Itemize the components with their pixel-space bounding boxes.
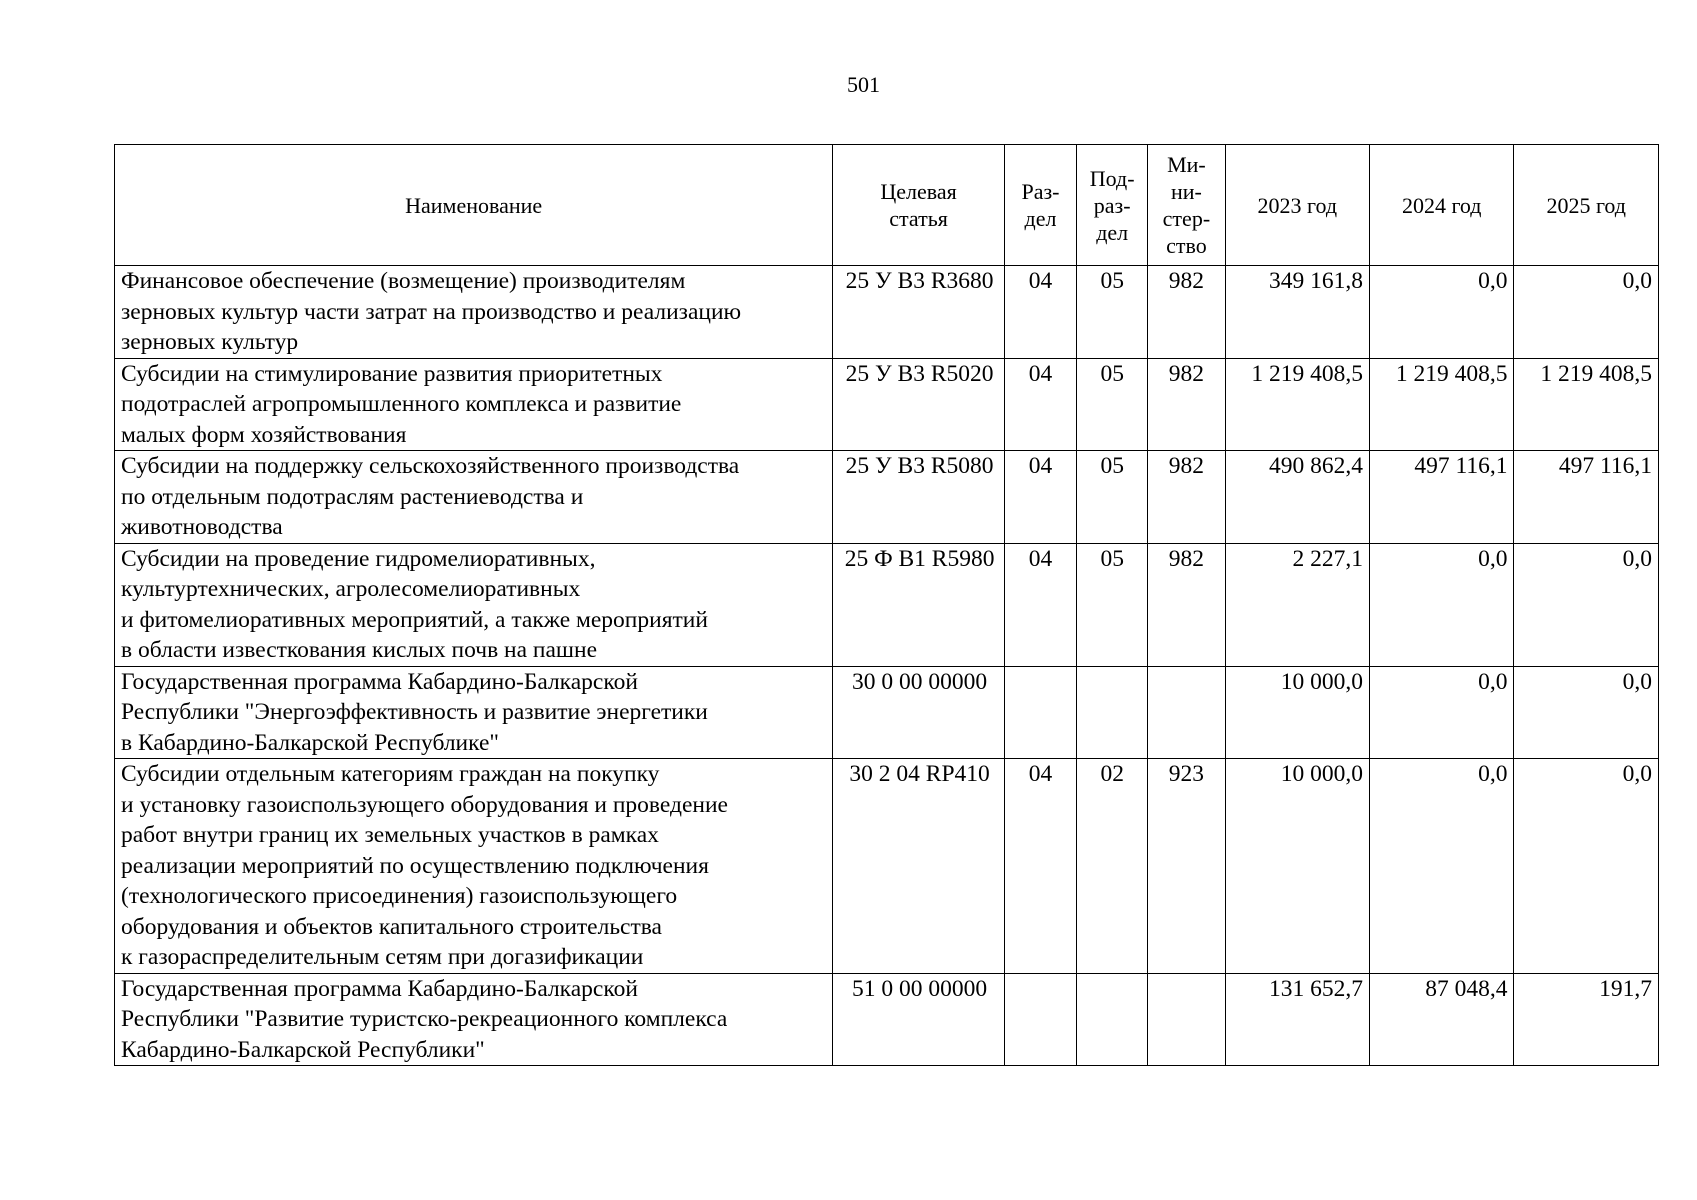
row-ministry — [1148, 973, 1225, 1066]
row-section: 04 — [1004, 266, 1076, 359]
row-amount-2024: 1 219 408,5 — [1370, 358, 1514, 451]
header-name: Наименование — [115, 145, 833, 266]
row-section — [1004, 973, 1076, 1066]
table-row — [115, 543, 1659, 666]
header-year-2025: 2025 год — [1514, 145, 1659, 266]
row-name: Государственная программа Кабардино-Балкарской Республики "Энергоэффективность и развитие энергетики в Кабардино-Балкарской Республике" — [115, 666, 833, 759]
row-name: Субсидии на проведение гидромелиоративных, культуртехнических, агролесомелиоративных и фитомелиоративных мероприятий, а также мероприятий в области известкования кислых почв на пашне — [115, 543, 833, 666]
header-section: Раз- дел — [1004, 145, 1076, 266]
row-ministry: 982 — [1148, 543, 1225, 666]
row-subsection: 02 — [1077, 759, 1148, 974]
row-amount-2023: 131 652,7 — [1225, 973, 1369, 1066]
row-name: Субсидии отдельным категориям граждан на покупку и установку газоиспользующего оборудования и проведение работ внутри границ их земельных участков в рамках реализации мероприятий по осуществлению подключения (технологического присоединения) газоиспользующего оборудования и объектов капитального строительства к газораспределительным сетям при догазификации — [115, 759, 833, 974]
row-amount-2023: 10 000,0 — [1225, 666, 1369, 759]
row-amount-2024: 87 048,4 — [1370, 973, 1514, 1066]
row-amount-2025: 0,0 — [1514, 266, 1659, 359]
table-row — [115, 759, 1659, 974]
row-ministry: 923 — [1148, 759, 1225, 974]
row-subsection: 05 — [1077, 451, 1148, 544]
table-row — [115, 358, 1659, 451]
row-name: Государственная программа Кабардино-Балкарской Республики "Развитие туристско-рекреационного комплекса Кабардино-Балкарской Республики" — [115, 973, 833, 1066]
page-number: 501 — [847, 72, 880, 97]
row-target-article: 25 У В3 R5020 — [833, 358, 1005, 451]
row-target-article: 30 2 04 RP410 — [833, 759, 1005, 974]
header-year-2024: 2024 год — [1370, 145, 1514, 266]
row-section — [1004, 666, 1076, 759]
row-ministry: 982 — [1148, 451, 1225, 544]
row-amount-2023: 349 161,8 — [1225, 266, 1369, 359]
row-amount-2023: 1 219 408,5 — [1225, 358, 1369, 451]
row-amount-2025: 497 116,1 — [1514, 451, 1659, 544]
row-amount-2024: 0,0 — [1370, 666, 1514, 759]
header-subsection: Под- раз- дел — [1077, 145, 1148, 266]
header-row — [115, 145, 1659, 266]
row-ministry — [1148, 666, 1225, 759]
row-amount-2025: 191,7 — [1514, 973, 1659, 1066]
row-ministry: 982 — [1148, 266, 1225, 359]
row-target-article: 25 Ф В1 R5980 — [833, 543, 1005, 666]
row-subsection — [1077, 973, 1148, 1066]
row-amount-2023: 490 862,4 — [1225, 451, 1369, 544]
row-target-article: 25 У В3 R3680 — [833, 266, 1005, 359]
row-amount-2024: 0,0 — [1370, 543, 1514, 666]
row-name: Субсидии на стимулирование развития приоритетных подотраслей агропромышленного комплекса и развитие малых форм хозяйствования — [115, 358, 833, 451]
row-amount-2024: 0,0 — [1370, 759, 1514, 974]
row-amount-2025: 0,0 — [1514, 759, 1659, 974]
row-amount-2024: 0,0 — [1370, 266, 1514, 359]
row-name: Финансовое обеспечение (возмещение) производителям зерновых культур части затрат на производство и реализацию зерновых культур — [115, 266, 833, 359]
row-subsection: 05 — [1077, 543, 1148, 666]
row-subsection: 05 — [1077, 266, 1148, 359]
table-row — [115, 266, 1659, 359]
header-ministry: Ми- ни- стер- ство — [1148, 145, 1225, 266]
row-subsection: 05 — [1077, 358, 1148, 451]
row-section: 04 — [1004, 358, 1076, 451]
row-section: 04 — [1004, 543, 1076, 666]
row-amount-2023: 10 000,0 — [1225, 759, 1369, 974]
header-year-2023: 2023 год — [1225, 145, 1369, 266]
row-target-article: 51 0 00 00000 — [833, 973, 1005, 1066]
row-subsection — [1077, 666, 1148, 759]
row-target-article: 30 0 00 00000 — [833, 666, 1005, 759]
row-amount-2024: 497 116,1 — [1370, 451, 1514, 544]
table-row — [115, 973, 1659, 1066]
row-amount-2023: 2 227,1 — [1225, 543, 1369, 666]
table-row — [115, 666, 1659, 759]
table-row — [115, 451, 1659, 544]
header-target-article: Целевая статья — [833, 145, 1005, 266]
row-target-article: 25 У В3 R5080 — [833, 451, 1005, 544]
row-section: 04 — [1004, 451, 1076, 544]
row-section: 04 — [1004, 759, 1076, 974]
row-amount-2025: 0,0 — [1514, 543, 1659, 666]
row-ministry: 982 — [1148, 358, 1225, 451]
row-name: Субсидии на поддержку сельскохозяйственного производства по отдельным подотраслям растениеводства и животноводства — [115, 451, 833, 544]
row-amount-2025: 0,0 — [1514, 666, 1659, 759]
row-amount-2025: 1 219 408,5 — [1514, 358, 1659, 451]
budget-table — [114, 144, 1659, 1066]
